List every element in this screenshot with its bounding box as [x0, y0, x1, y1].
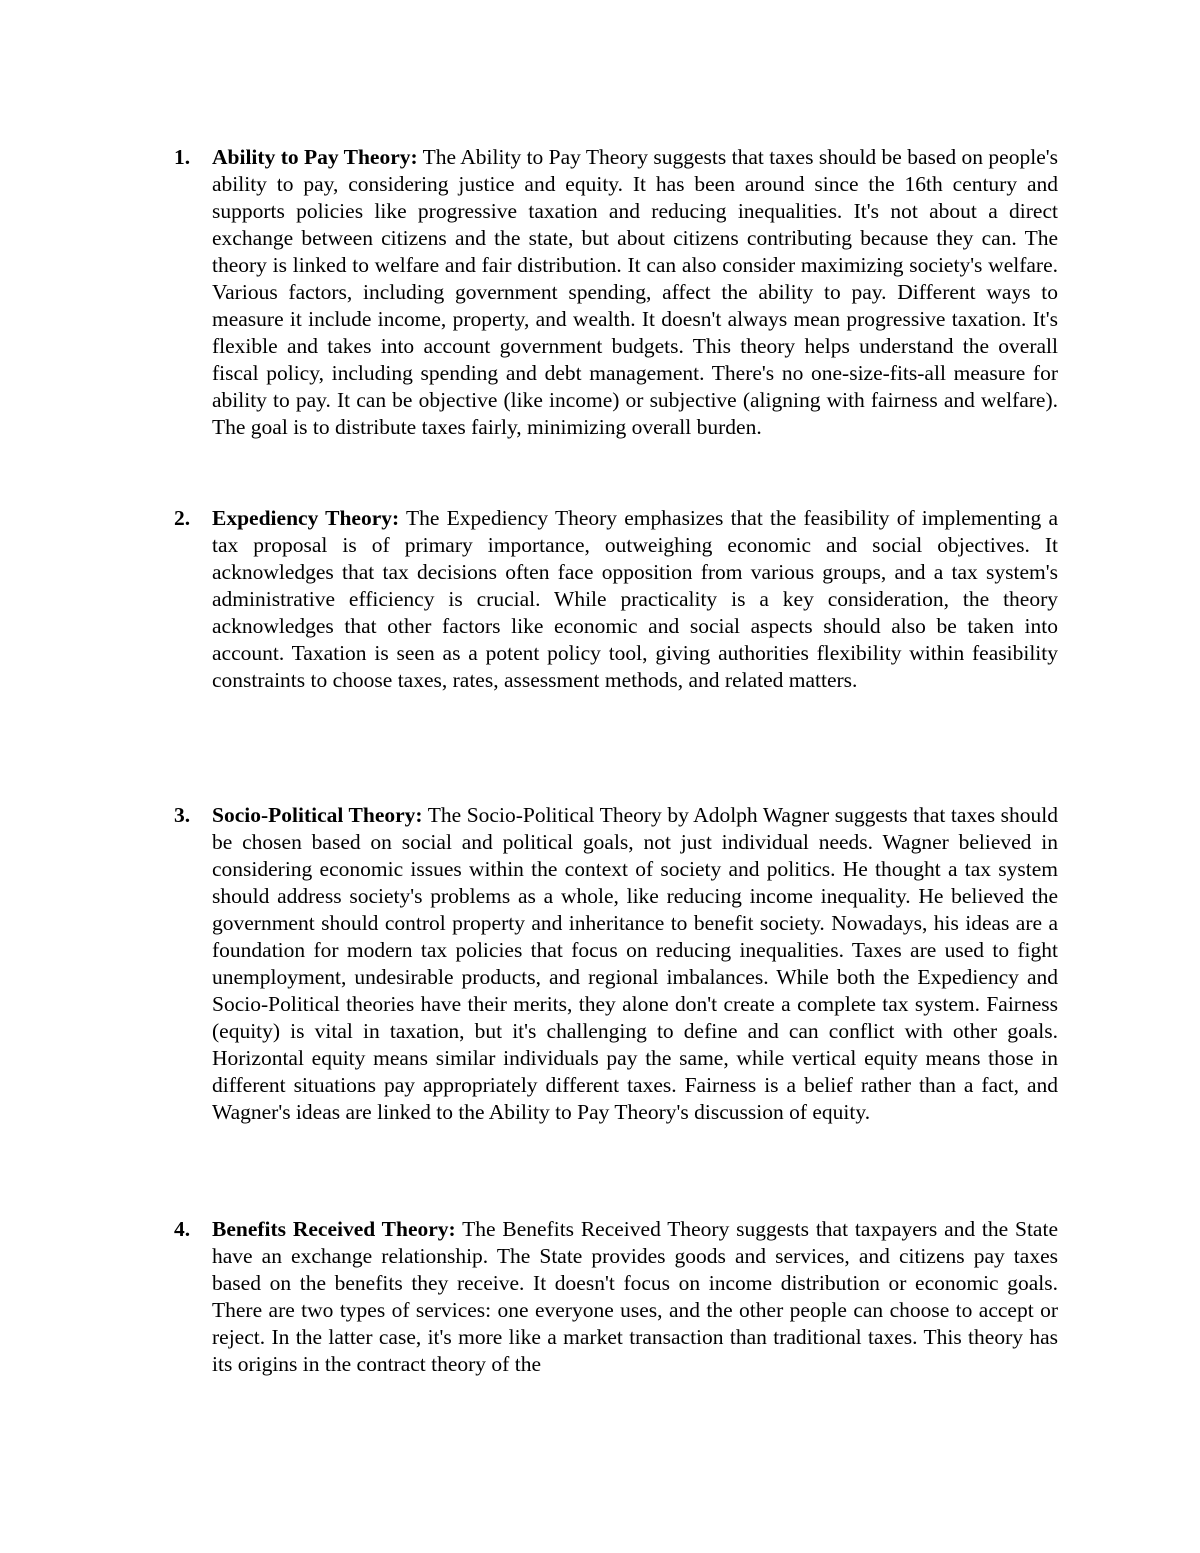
- list-item-body: [212, 802, 1058, 1126]
- list-item-heading: Ability to Pay Theory:: [212, 145, 418, 169]
- list-item-ability-to-pay: [160, 144, 1060, 441]
- list-item-number: 3.: [174, 803, 191, 827]
- list-item-heading: Socio-Political Theory:: [212, 803, 423, 827]
- list-item-socio-political: [160, 802, 1060, 1126]
- list-item-text: The Expediency Theory emphasizes that the feasibility of implementing a tax proposal is of primary importance, outweighing economic and social objectives. It acknowledges that tax decisions often face opposition from various groups, and a tax system's administrative efficiency is crucial. While practicality is a key consideration, the theory acknowledges that other factors like economic and social aspects should also be taken into account. Taxation is seen as a potent policy tool, giving authorities flexibility within feasibility constraints to choose taxes, rates, assessment methods, and related matters.: [212, 506, 1058, 692]
- list-item-body: [212, 505, 1058, 694]
- list-item-expediency: [160, 505, 1060, 694]
- list-item-body: [212, 1216, 1058, 1378]
- list-item-body: [212, 144, 1058, 441]
- list-item-text: The Benefits Received Theory suggests that taxpayers and the State have an exchange relationship. The State provides goods and services, and citizens pay taxes based on the benefits they receive. It doesn't focus on income distribution or economic goals. There are two types of services: one everyone uses, and the other people can choose to accept or reject. In the latter case, it's more like a market transaction than traditional taxes. This theory has its origins in the contract theory of the: [212, 1217, 1058, 1376]
- list-item-benefits-received: [160, 1216, 1060, 1378]
- list-item-text: The Ability to Pay Theory suggests that taxes should be based on people's ability to pay, considering justice and equity. It has been around since the 16th century and supports policies like progressive taxation and reducing inequalities. It's not about a direct exchange between citizens and the state, but about citizens contributing because they can. The theory is linked to welfare and fair distribution. It can also consider maximizing society's welfare. Various factors, including government spending, affect the ability to pay. Different ways to measure it include income, property, and wealth. It doesn't always mean progressive taxation. It's flexible and takes into account government budgets. This theory helps understand the overall fiscal policy, including spending and debt management. There's no one-size-fits-all measure for ability to pay. It can be objective (like income) or subjective (aligning with fairness and welfare). The goal is to distribute taxes fairly, minimizing overall burden.: [212, 145, 1058, 439]
- list-item-heading: Expediency Theory:: [212, 506, 400, 530]
- list-item-heading: Benefits Received Theory:: [212, 1217, 456, 1241]
- list-item-number: 4.: [174, 1217, 191, 1241]
- list-item-number: 2.: [174, 506, 191, 530]
- list-item-text: The Socio-Political Theory by Adolph Wagner suggests that taxes should be chosen based on social and political goals, not just individual needs. Wagner believed in considering economic issues within the context of society and politics. He thought a tax system should address society's problems as a whole, like reducing income inequality. He believed the government should control property and inheritance to benefit society. Nowadays, his ideas are a foundation for modern tax policies that focus on reducing inequalities. Taxes are used to fight unemployment, undesirable products, and regional imbalances. While both the Expediency and Socio-Political theories have their merits, they alone don't create a complete tax system. Fairness (equity) is vital in taxation, but it's challenging to define and can conflict with other goals. Horizontal equity means similar individuals pay the same, while vertical equity means those in different situations pay appropriately different taxes. Fairness is a belief rather than a fact, and Wagner's ideas are linked to the Ability to Pay Theory's discussion of equity.: [212, 803, 1058, 1124]
- list-item-number: 1.: [174, 145, 191, 169]
